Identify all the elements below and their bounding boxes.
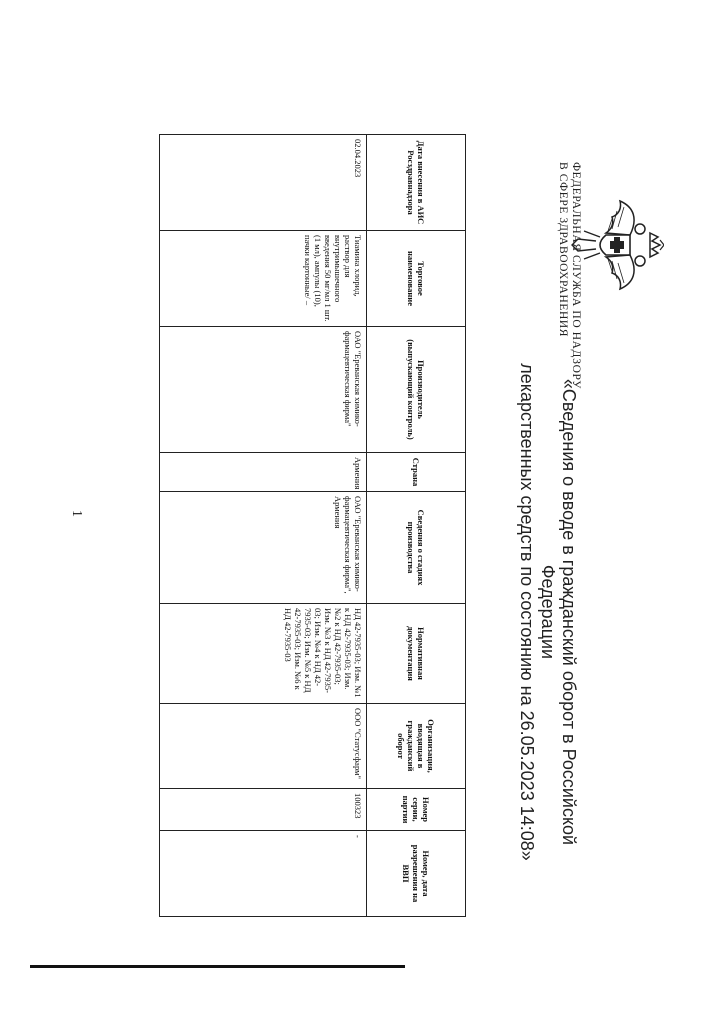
column-header: Номер серии, партии [367, 789, 466, 831]
permit-cell: - [160, 831, 367, 917]
document-title [516, 362, 579, 862]
registry-table [159, 134, 466, 917]
normative-docs-cell: НД 42-7935-03; Изм. №1 к НД 42-7935-03; Изм. №2 к НД 42-7935-03; Изм. №3 к НД 42-7935-03; Изм. №4 к НД 42-7935-03; Изм. №5 к НД 42-7935-03; Изм. №6 к НД 42-7935-03 [160, 604, 367, 704]
date-cell: 02.04.2023 [160, 135, 367, 231]
title-line-1: «Сведения о вводе в гражданский оборот в Российской Федерации [538, 378, 579, 846]
column-header: Торговое наименование [367, 231, 466, 327]
title-line-2: лекарственных средств по состоянию на 26.05.2023 14:08» [517, 363, 537, 861]
page-number: 1 [69, 510, 84, 517]
column-header: Номер, дата разрешения на ВВП [367, 831, 466, 917]
column-header: Организация, вводящая в гражданский оборот [367, 704, 466, 789]
table-row [160, 135, 367, 917]
production-stages-cell: ОАО "Ереванская химико-фармацевтическая фирма", Армения [160, 492, 367, 604]
batch-number-cell: 100323 [160, 789, 367, 831]
trade-name-cell: Тиамина хлорид, раствор для внутримышечного введения 50 мг/мл 1 шт. (1 мл), ампулы (10), пачки картонные/ – [160, 231, 367, 327]
country-cell: Армения [160, 453, 367, 492]
manufacturer-cell: ОАО "Ереванская химико-фармацевтическая фирма" [160, 327, 367, 453]
scan-edge-line [30, 965, 405, 968]
table-header-row [367, 135, 466, 917]
organization-cell: ООО "Статусфарм" [160, 704, 367, 789]
column-header: Нормативная документация [367, 604, 466, 704]
column-header: Производитель (выпускающий контроль) [367, 327, 466, 453]
column-header: Страна [367, 453, 466, 492]
agency-name-line-1: ФЕДЕРАЛЬНАЯ СЛУЖБА ПО НАДЗОРУ [570, 162, 582, 389]
agency-name-line-2: В СФЕРЕ ЗДРАВООХРАНЕНИЯ [557, 162, 569, 338]
column-header: Сведения о стадиях производства [367, 492, 466, 604]
column-header: Дата внесения в АИС Росздравнадзора [367, 135, 466, 231]
